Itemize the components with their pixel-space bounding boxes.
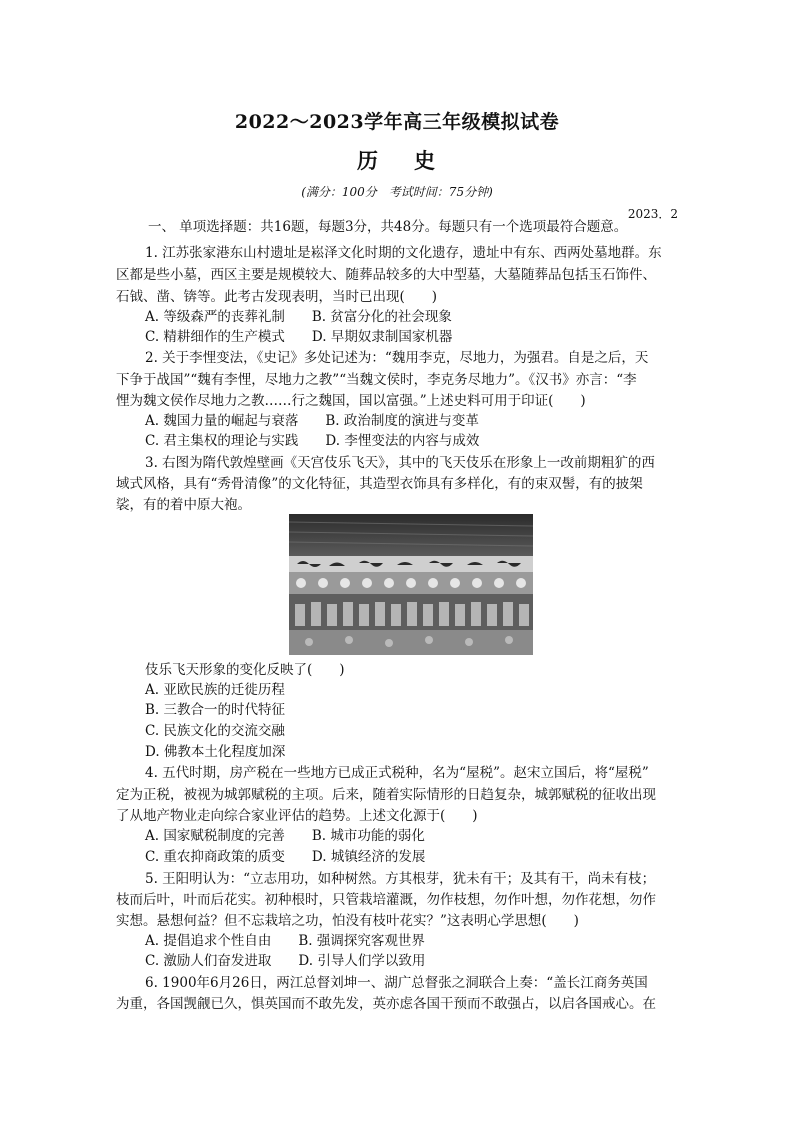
q2-options-row: C. 君主集权的理论与实践 D. 李悝变法的内容与成效 <box>145 433 480 449</box>
subject-char-1: 历 <box>357 148 380 173</box>
q3-option: C. 民族文化的交流交融 <box>145 723 285 739</box>
q4-line: 定为正税，被视为城郭赋税的主项。后来，随着实际情形的日趋复杂，城郭赋税的征收出现 <box>116 787 656 803</box>
q4-line: 了从地产物业走向综合家业评估的趋势。上述文化源于( ) <box>116 808 478 824</box>
q4-options-row: C. 重农抑商政策的质变 D. 城镇经济的发展 <box>145 849 426 865</box>
q2-line: 2. 关于李悝变法，《史记》多处记述为：“魏用李克，尽地力，为强君。自是之后，天 <box>145 350 649 366</box>
q6-line: 为重，各国觊觎已久，惧英国而不敢先发，英亦虑各国干预而不敢强占，以启各国戒心。在 <box>116 996 656 1012</box>
q3-line: 裟，有的着中原大袍。 <box>116 497 251 513</box>
q2-options-row: A. 魏国力量的崛起与衰落 B. 政治制度的演进与变革 <box>145 413 479 429</box>
section-heading: 一、 单项选择题：共16题，每题3分，共48分。每题只有一个选项最符合题意。 <box>148 219 628 235</box>
q4-options-row: A. 国家赋税制度的完善 B. 城市功能的弱化 <box>145 828 425 844</box>
q2-line: 悝为魏文侯作尽地力之教……行之魏国，国以富强。”上述史料可用于印证( ) <box>116 393 586 409</box>
exam-title: 2022～2023学年高三年级模拟试卷 <box>234 111 560 133</box>
q3-stem-after: 伎乐飞天形象的变化反映了( ) <box>145 662 345 678</box>
q1-options-row: C. 精耕细作的生产模式 D. 早期奴隶制国家机器 <box>145 329 453 345</box>
q3-line: 3. 右图为隋代敦煌壁画《天宫伎乐飞天》，其中的飞天伎乐在形象上一改前期粗犷的西 <box>145 455 655 471</box>
q6-line: 6. 1900年6月26日，两江总督刘坤一、湖广总督张之洞联合上奏：“盖长江商务英国 <box>145 975 648 991</box>
q5-line: 实想。悬想何益？但不忘栽培之功，怕没有枝叶花实？”这表明心学思想( ) <box>116 913 579 929</box>
q3-option: B. 三教合一的时代特征 <box>145 702 286 718</box>
subject-heading <box>0 145 794 175</box>
q3-option: A. 亚欧民族的迁徙历程 <box>145 682 285 698</box>
q5-line: 枝而后叶，叶而后花实。初种根时，只管栽培灌溉，勿作枝想，勿作叶想，勿作花想，勿作 <box>116 892 656 908</box>
exam-date: 2023．2 <box>627 207 678 221</box>
q5-options-row: A. 提倡追求个性自由 B. 强调探究客观世界 <box>145 933 425 949</box>
mural-image <box>289 514 533 655</box>
q1-options-row: A. 等级森严的丧葬礼制 B. 贫富分化的社会现象 <box>145 309 452 325</box>
q1-line: 1. 江苏张家港东山村遗址是崧泽文化时期的文化遗存，遗址中有东、西两处墓地群。东 <box>145 245 662 261</box>
q3-option: D. 佛教本土化程度加深 <box>145 744 286 760</box>
q1-line: 区都是些小墓，西区主要是规模较大、随葬品较多的大中型墓，大墓随葬品包括玉石饰件、 <box>116 267 656 283</box>
q4-line: 4. 五代时期，房产税在一些地方已成正式税种，名为“屋税”。赵宋立国后，将“屋税” <box>145 765 649 781</box>
q1-line: 石钺、凿、锛等。此考古发现表明，当时已出现( ) <box>116 289 438 305</box>
q3-line: 域式风格，具有“秀骨清像”的文化特征，其造型衣饰具有多样化，有的束双髻，有的披架 <box>116 476 643 492</box>
subject-char-2: 史 <box>414 148 437 173</box>
q5-line: 5. 王阳明认为：“立志用功，如种树然。方其根芽，犹未有干；及其有干，尚未有枝； <box>145 871 656 887</box>
q5-options-row: C. 激励人们奋发进取 D. 引导人们学以致用 <box>145 953 426 969</box>
exam-meta: (满分：100分 考试时间：75分钟) <box>301 185 493 199</box>
q2-line: 下争于战国”“魏有李悝，尽地力之教”“当魏文侯时，李克务尽地力”。《汉书》亦言：“李 <box>116 372 637 388</box>
